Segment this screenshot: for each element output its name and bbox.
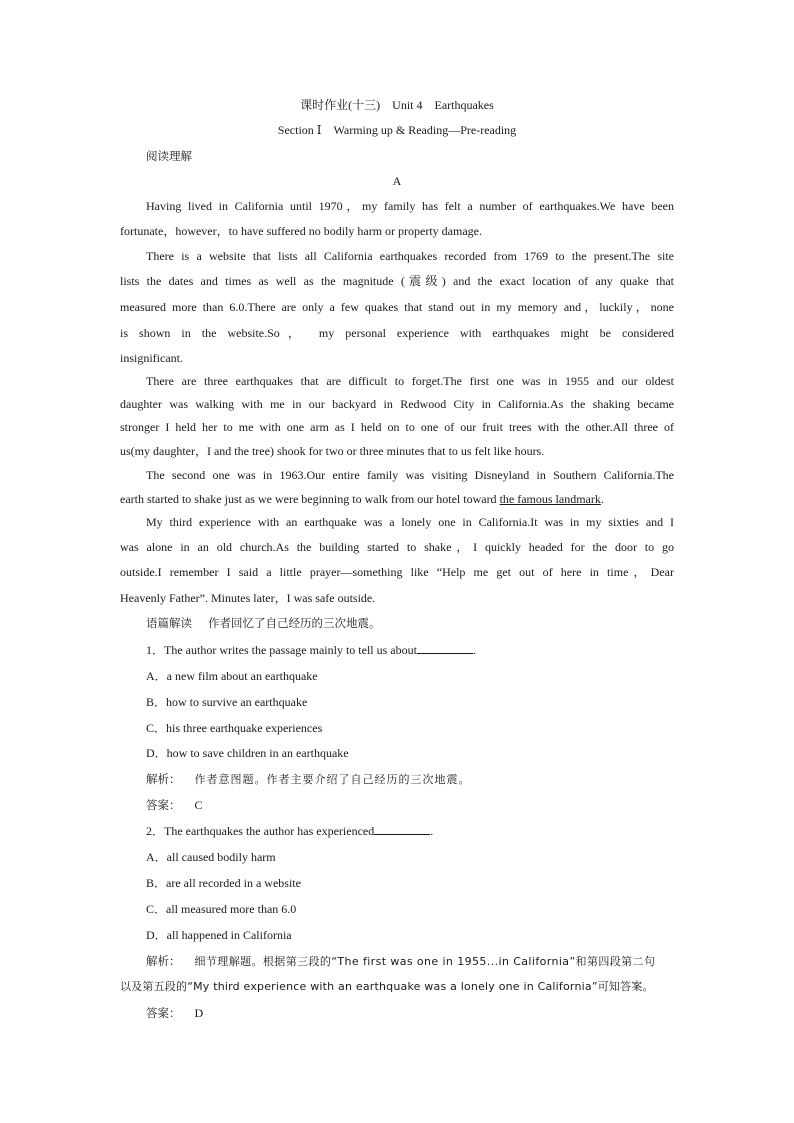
passage-line: insignificant. <box>120 351 183 365</box>
passage-line: us(my daughter，I and the tree) shook for two or three minutes that to us felt like hours. <box>120 444 545 458</box>
passage-line: stronger I held her to me with one arm as I held on to one of our fruit trees with the other.All three of <box>120 420 674 434</box>
page-title: 课时作业(十三) Unit 4 Earthquakes <box>300 98 494 112</box>
passage-line: There is a website that lists all California earthquakes recorded from 1769 to the present.The site <box>146 249 674 263</box>
question-text: . <box>472 643 476 657</box>
passage-line: There are three earthquakes that are difficult to forget.The first one was in 1955 and our oldest <box>146 374 674 388</box>
answer-label: 答案： <box>146 1006 181 1020</box>
passage-line: The second one was in 1963.Our entire family was visiting Disneyland in Southern California.The <box>146 468 674 482</box>
option-c: C．all measured more than 6.0 <box>146 902 297 916</box>
answer-blank <box>417 642 473 654</box>
answer-blank <box>374 823 430 835</box>
passage-line: Heavenly Father”. Minutes later，I was safe outside. <box>120 591 376 605</box>
question-text: 1．The author writes the passage mainly to tell us about <box>146 643 417 657</box>
underlined-phrase: the famous landmark <box>499 492 601 506</box>
passage-letter: A <box>392 174 402 188</box>
passage-line: Having lived in California until 1970，my family has felt a number of earthquakes.We have been <box>146 199 674 213</box>
passage-line: outside.I remember I said a little prayer—something like “Help me get out of here in time，Dear <box>120 565 674 579</box>
overview-label: 语篇解读 <box>146 616 192 630</box>
option-b: B．how to survive an earthquake <box>146 695 308 709</box>
analysis-label: 解析： <box>146 772 181 786</box>
passage-line: is shown in the website.So， my personal experience with earthquakes might be considered <box>120 326 674 340</box>
question-stem <box>146 823 433 839</box>
passage-line: daughter was walking with me in our backyard in Redwood City in California.As the shaking became <box>120 397 674 411</box>
answer-value: D <box>194 1006 204 1020</box>
analysis <box>146 953 655 970</box>
passage-line: measured more than 6.0.There are only a few quakes that stand out in my memory and，luckily，none <box>120 300 674 314</box>
answer-label: 答案： <box>146 798 181 812</box>
section-label: 阅读理解 <box>146 149 192 163</box>
passage-overview <box>146 615 381 631</box>
option-a: A．a new film about an earthquake <box>146 669 318 683</box>
passage-line: fortunate，however，to have suffered no bodily harm or property damage. <box>120 224 482 238</box>
passage-line: My third experience with an earthquake was a lonely one in California.It was in my sixties and I <box>146 515 674 529</box>
answer-value: C <box>194 798 203 812</box>
option-a: A．all caused bodily harm <box>146 850 276 864</box>
question-text: 2．The earthquakes the author has experienced <box>146 824 375 838</box>
option-b: B．are all recorded in a website <box>146 876 301 890</box>
analysis-text: 作者意图题。作者主要介绍了自己经历的三次地震。 <box>194 773 471 786</box>
passage-line: lists the dates and times as well as the magnitude (震级) and the exact location of any quake that <box>120 274 674 288</box>
analysis-text: 细节理解题。根据第三段的“The first was one in 1955...in California”和第四段第二句 <box>194 955 656 968</box>
question-stem <box>146 642 476 658</box>
option-c: C．his three earthquake experiences <box>146 721 323 735</box>
answer <box>146 797 203 813</box>
passage-line: was alone in an old church.As the building started to shake，I quickly headed for the door to go <box>120 540 674 554</box>
analysis-text: 以及第五段的“My third experience with an earthquake was a lonely one in California”可知答案。 <box>120 980 654 993</box>
passage-text: earth started to shake just as we were beginning to walk from our hotel toward <box>120 492 500 506</box>
analysis-label: 解析： <box>146 954 181 968</box>
analysis <box>146 771 471 788</box>
option-d: D．all happened in California <box>146 928 292 942</box>
question-text: . <box>430 824 434 838</box>
option-d: D．how to save children in an earthquake <box>146 746 349 760</box>
passage-line <box>120 491 604 507</box>
section-subtitle: Section Ⅰ Warming up & Reading—Pre-reading <box>277 123 517 137</box>
overview-text: 作者回忆了自己经历的三次地震。 <box>208 616 381 630</box>
answer <box>146 1005 203 1021</box>
passage-text: . <box>600 492 604 506</box>
